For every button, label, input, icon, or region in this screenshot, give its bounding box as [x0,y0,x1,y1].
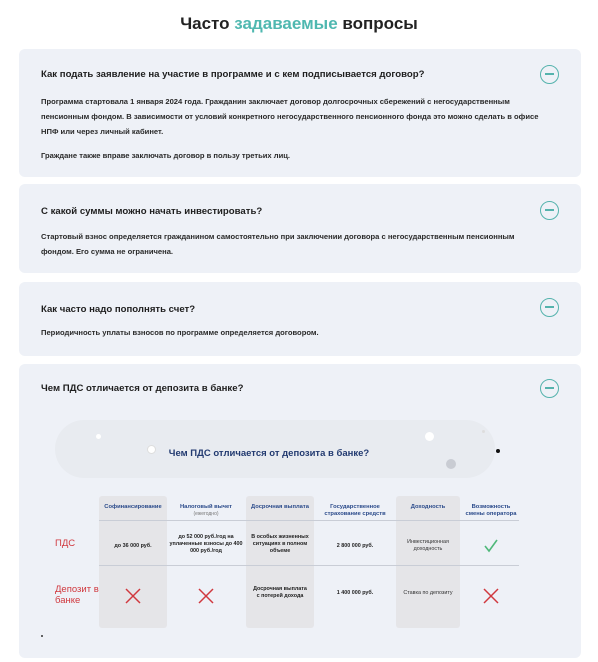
column-bg [246,496,314,628]
decor-dot [425,432,434,441]
faq-answer-3: Периодичность уплаты взносов по программе определяется договором. [41,328,319,337]
table-divider [99,520,519,521]
faq-answer-2: Стартовый взнос определяется гражданином самостоятельно при заключении договора с негосударственным пенсионным фондом. Его сумма не ограничена. [41,232,515,256]
table-cell: 1 400 000 руб. [336,590,374,596]
collapse-icon[interactable] [540,65,559,84]
faq-item-3 [19,282,581,356]
cross-icon [197,587,215,605]
collapse-icon[interactable] [540,298,559,317]
check-icon [483,538,499,554]
column-header-early-payment: Досрочная выплата [251,504,309,510]
decor-dot [446,459,456,469]
column-bg [99,496,167,628]
table-cell: Досрочная выплата с потерей дохода [253,586,307,599]
faq-item-1 [19,49,581,177]
faq-item-2 [19,184,581,273]
faq-answer-1b: Граждане также вправе заключать договор в пользу третьих лиц. [41,151,291,160]
table-divider [99,565,519,566]
page-title: Часто задаваемые вопросы [180,14,418,33]
table-cell: до 52 000 руб./год на уплаченные взносы до 400 000 руб./год [169,534,243,554]
cross-icon [482,587,500,605]
column-header-cofinancing: Софинансирование [104,504,162,510]
faq-question-4[interactable]: Чем ПДС отличается от депозита в банке? [41,383,244,394]
cross-icon [124,587,142,605]
column-header-state-insurance: Государственное страхование средств [324,504,386,517]
column-header-operator-change: Возможность смены оператора [465,504,517,517]
decor-dot [496,449,500,453]
faq-question-1[interactable]: Как подать заявление на участие в программе и с кем подписывается договор? [41,69,425,80]
decor-dot [96,434,101,439]
table-cell: Ставка по депозиту [403,590,453,596]
faq-question-2[interactable]: С какой суммы можно начать инвестировать? [41,206,263,217]
comparison-infographic [19,364,581,658]
decor-dot [41,635,43,637]
row-label-deposit: Депозит в банке [55,584,99,606]
collapse-icon[interactable] [540,201,559,220]
infographic-title: Чем ПДС отличается от депозита в банке? [168,448,370,459]
faq-answer-1a: Программа стартовала 1 января 2024 года. Гражданин заключает договор долгосрочных сбережений с негосударственным пенсионным фондом. В зависимости от условий конкретного негосударственного пенсионного фонда это можно сделать в офисе НПФ или через личный кабинет. [41,97,539,136]
faq-item-4 [19,364,581,658]
decor-dot [482,430,485,433]
table-cell: Инвестиционная доходность [407,539,449,552]
column-header-yield: Доходность [410,504,446,510]
column-header-tax-deduction: Налоговый вычет (ежегодно) [180,504,232,517]
table-cell: 2 800 000 руб. [336,543,374,549]
row-label-pds: ПДС [55,538,76,549]
column-bg [396,496,460,628]
table-cell: до 36 000 руб. [114,543,152,549]
table-cell: В особых жизненных ситуациях в полном объеме [251,534,309,554]
faq-question-3[interactable]: Как часто надо пополнять счет? [41,304,196,315]
